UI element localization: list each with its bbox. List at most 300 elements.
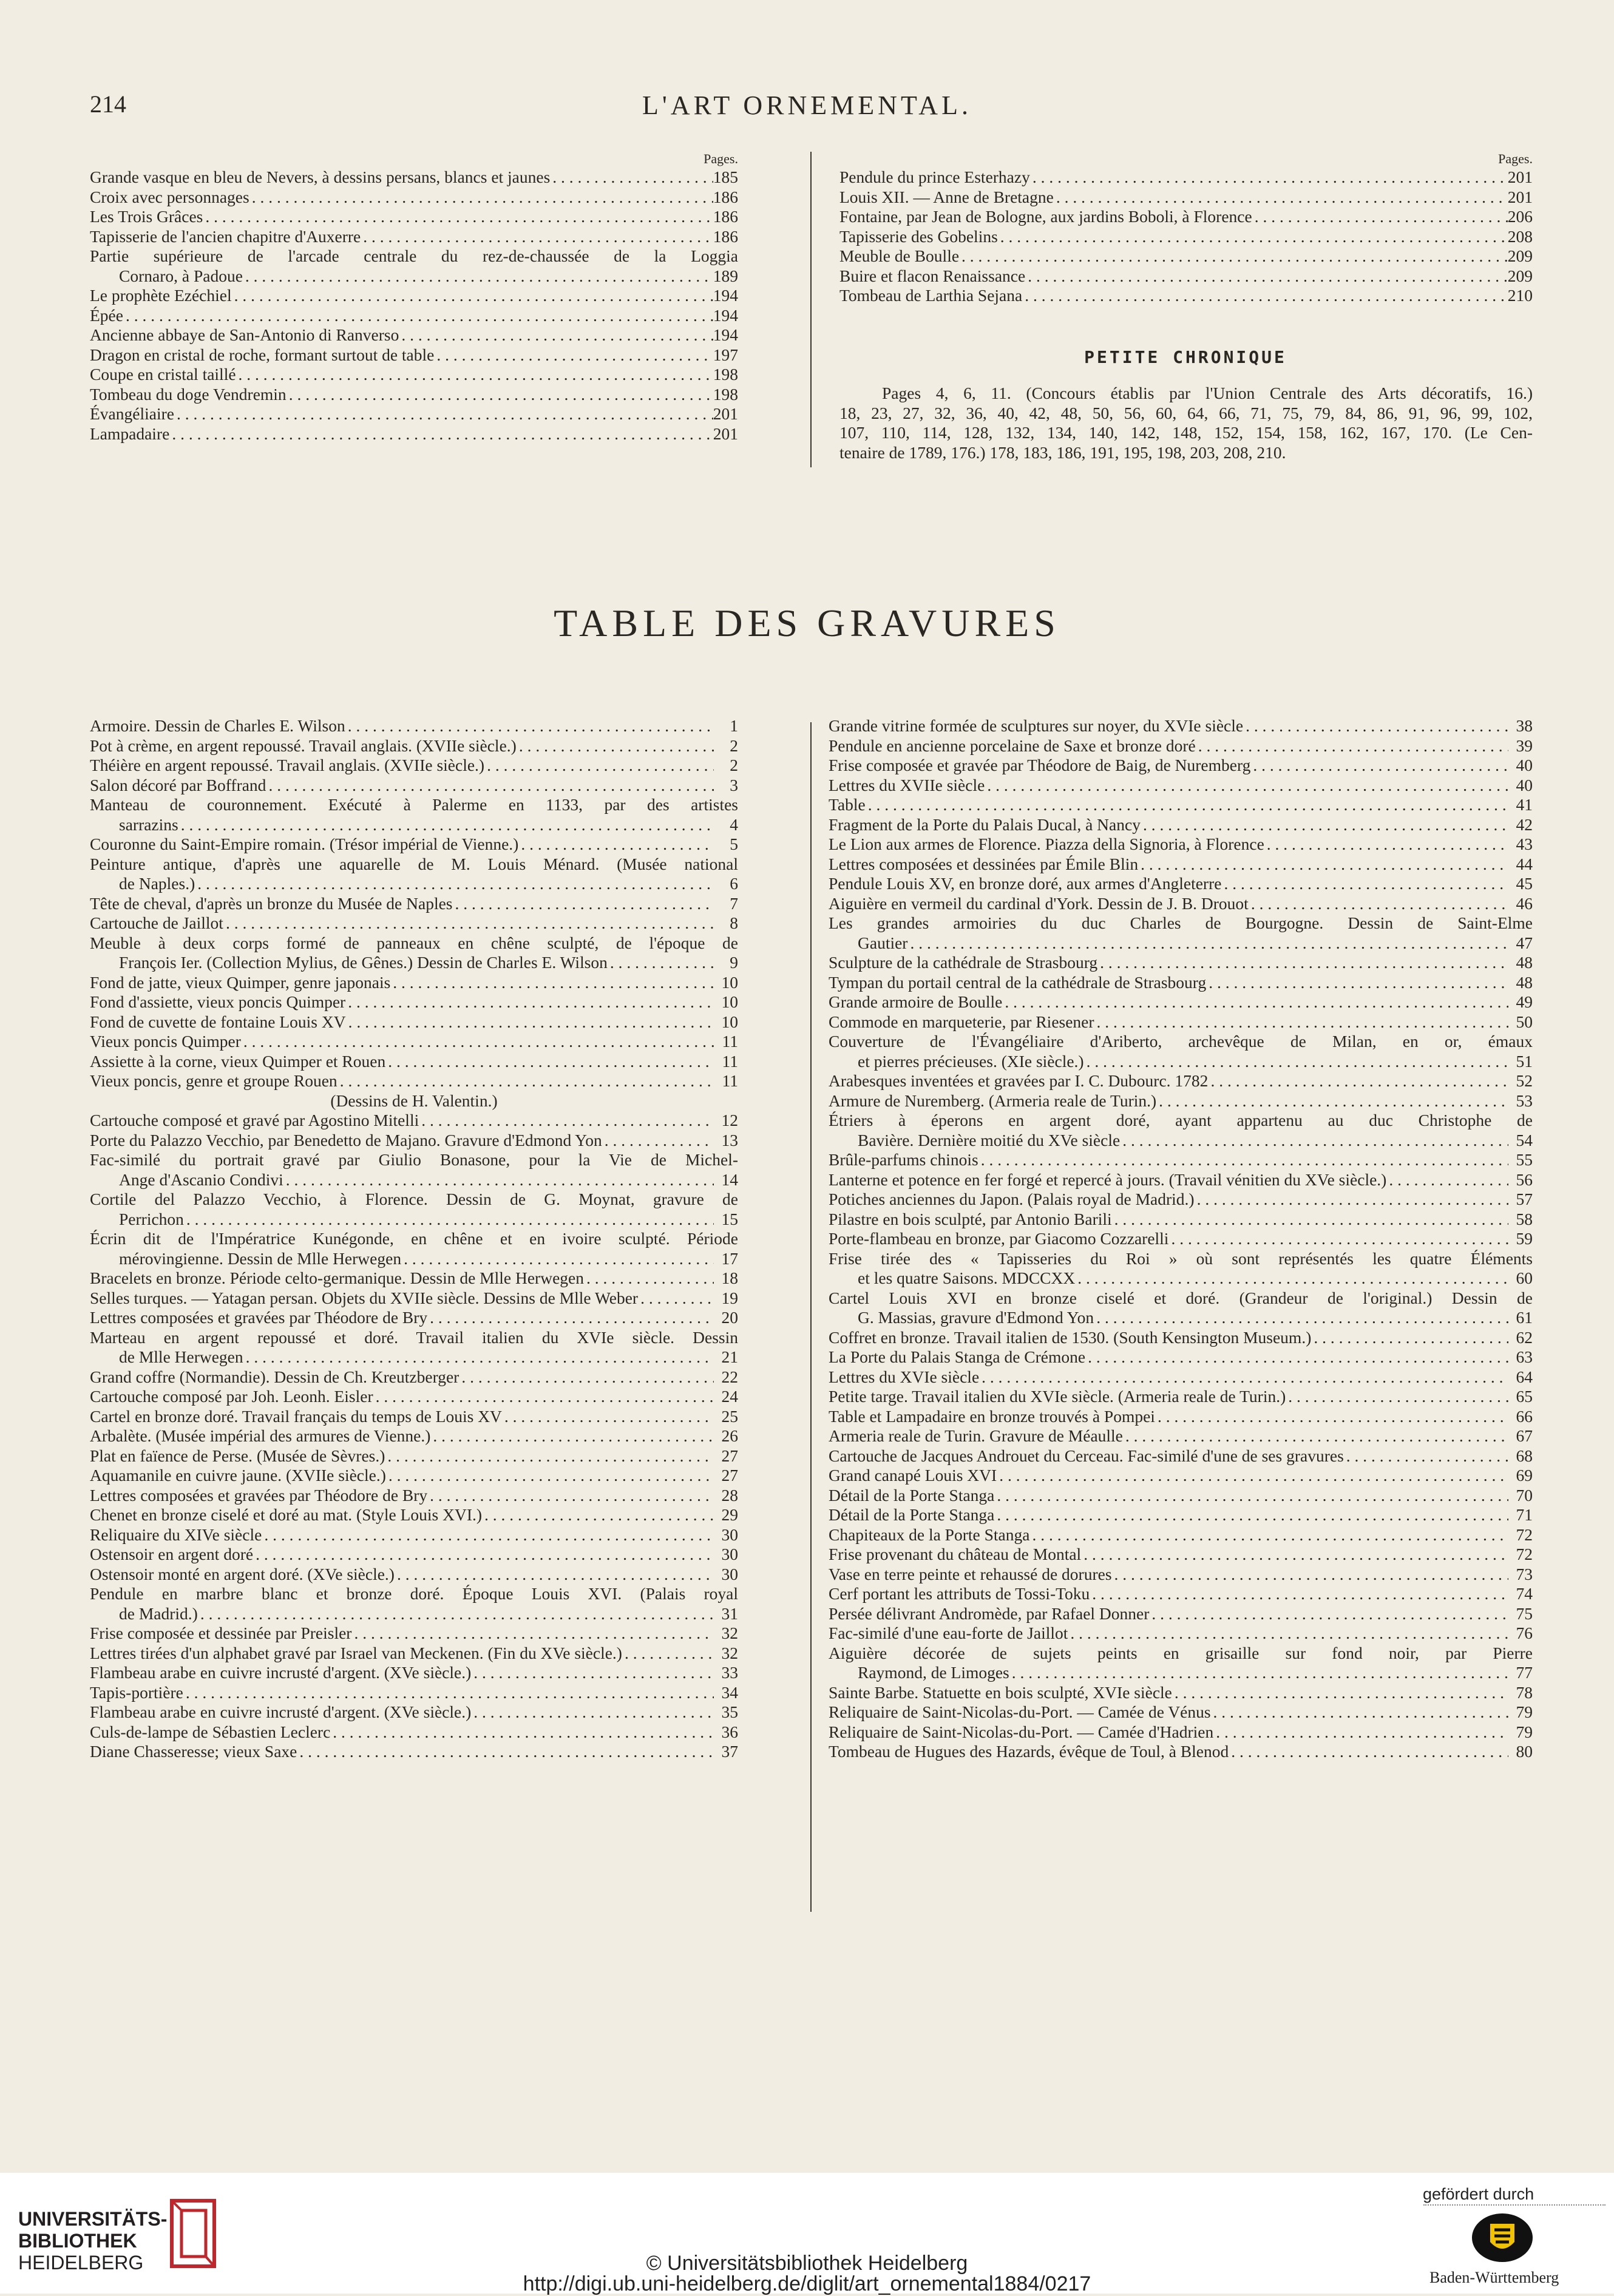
entry-title: Armoire. Dessin de Charles E. Wilson: [90, 716, 345, 735]
entry-title: Porte-flambeau en bronze, par Giacomo Cozzarelli: [829, 1229, 1169, 1248]
dot-leader: [907, 933, 1508, 953]
entry-title: Tapis-portière: [90, 1682, 183, 1702]
entry-title: Chapiteaux de la Porte Stanga: [829, 1525, 1030, 1544]
entry-title: Théière en argent repoussé. Travail anglais. (XVIIe siècle.): [90, 756, 485, 774]
dot-leader: [390, 973, 714, 993]
entry-page-number: 201: [713, 404, 738, 423]
entry-page-number: 210: [1507, 286, 1533, 305]
dot-leader: [385, 1052, 714, 1072]
index-entry: [90, 992, 738, 1012]
dot-leader: [994, 1486, 1508, 1506]
index-entry: [90, 1347, 738, 1367]
entry-page-number: 63: [1516, 1347, 1533, 1366]
entry-page-number: 37: [721, 1742, 738, 1761]
dot-leader: [471, 1663, 714, 1683]
entry-title: Arabesques inventées et gravées par I. C. Dubourc. 1782: [829, 1071, 1209, 1090]
entry-page-number: 12: [721, 1111, 738, 1129]
index-entry: [829, 1446, 1533, 1466]
dot-leader: [608, 953, 714, 973]
entry-page-number: 55: [1516, 1150, 1533, 1169]
dot-leader: [1206, 973, 1508, 993]
dot-leader: [1112, 1565, 1508, 1585]
dot-leader: [330, 1722, 714, 1742]
index-entry: [829, 795, 1533, 815]
entry-title: Frise composée et dessinée par Preisler: [90, 1624, 352, 1642]
dot-leader: [453, 894, 714, 914]
index-entry: [90, 874, 738, 894]
index-entry-line: Marteau en argent repoussé et doré. Travail italien du XVIe siècle. Dessin: [90, 1327, 738, 1347]
entry-page-number: 32: [721, 1643, 738, 1662]
dot-leader: [1213, 1722, 1508, 1742]
entry-page-number: 201: [1507, 187, 1533, 206]
coat-of-arms-icon: [1469, 2210, 1536, 2265]
entry-page-number: 28: [721, 1485, 738, 1505]
index-entry: [90, 266, 738, 286]
entry-title: Ancienne abbaye de San-Antonio di Ranverso: [90, 325, 399, 344]
entry-title: Pendule en ancienne porcelaine de Saxe et bronze doré: [829, 736, 1196, 755]
entry-page-number: 59: [1516, 1229, 1533, 1248]
entry-page-number: 72: [1516, 1545, 1533, 1563]
entry-page-number: 74: [1516, 1584, 1533, 1603]
entry-page-number: 194: [713, 286, 738, 305]
index-entry: [839, 246, 1533, 266]
index-entry: [829, 1722, 1533, 1742]
index-entry: [90, 1367, 738, 1387]
index-entry: [90, 1604, 738, 1624]
entry-title: Lettres du XVIIe siècle: [829, 775, 985, 794]
entry-page-number: 80: [1516, 1742, 1533, 1761]
entry-title: Tombeau de Larthia Sejana: [839, 286, 1023, 305]
dot-leader: [1195, 1190, 1508, 1210]
index-entry: [829, 1229, 1533, 1249]
dot-leader: [401, 1249, 714, 1269]
entry-page-number: 57: [1516, 1190, 1533, 1208]
dot-leader: [997, 1466, 1508, 1486]
index-entry: [839, 188, 1533, 208]
entry-title: Persée délivrant Andromède, par Rafael Donner: [829, 1603, 1150, 1623]
index-entry: [90, 325, 738, 345]
dot-leader: [1123, 1426, 1508, 1446]
index-entry: [829, 1308, 1533, 1328]
entry-title: Coupe en cristal taillé: [90, 365, 236, 384]
entry-page-number: 77: [1516, 1663, 1533, 1682]
index-entry: [829, 1505, 1533, 1525]
entry-title: Cerf portant les attributs de Tossi-Toku: [829, 1584, 1090, 1603]
index-entry: [90, 815, 738, 835]
dot-leader: [195, 874, 714, 894]
index-entry: [90, 1486, 738, 1506]
dot-leader: [1141, 815, 1508, 835]
entry-title: Tapisserie des Gobelins: [839, 226, 998, 246]
entry-title: Culs-de-lampe de Sébastien Leclerc: [90, 1722, 331, 1741]
index-entry: [829, 835, 1533, 855]
entry-title: Fond de cuvette de fontaine Louis XV: [90, 1012, 346, 1031]
entry-page-number: 209: [1507, 246, 1533, 265]
index-entry: [90, 1722, 738, 1742]
entry-title: Meuble de Boulle: [839, 246, 960, 265]
dot-leader: [351, 1624, 714, 1644]
permalink[interactable]: http://digi.ub.uni-heidelberg.de/diglit/art_ornemental1884/0217: [523, 2272, 1091, 2295]
entry-page-number: 208: [1507, 226, 1533, 246]
index-entry: [829, 992, 1533, 1012]
dot-leader: [1156, 1091, 1508, 1111]
entry-page-number: 78: [1516, 1682, 1533, 1702]
index-entry: [90, 1407, 738, 1427]
funded-by-label: gefördert durch: [1423, 2185, 1534, 2203]
entry-title: Coffret en bronze. Travail italien de 1530. (South Kensington Museum.): [829, 1327, 1312, 1347]
index-entry: [90, 1111, 738, 1131]
dot-leader: [602, 1131, 714, 1151]
index-entry: [90, 345, 738, 365]
entry-title: Reliquaire de Saint-Nicolas-du-Port. — Camée de Vénus: [829, 1702, 1211, 1721]
entry-title: Louis XII. — Anne de Bretagne: [839, 187, 1054, 206]
chronique-line: Pages 4, 6, 11. (Concours établis par l'Union Centrale des Arts décoratifs, 16.): [882, 384, 1533, 402]
index-entry: [90, 1387, 738, 1407]
dot-leader: [1149, 1604, 1508, 1624]
chronique-heading: PETITE CHRONIQUE: [1084, 347, 1287, 367]
entry-title: Cartouche composé et gravé par Agostino Mitelli: [90, 1111, 419, 1129]
index-entry: [90, 1624, 738, 1644]
dot-leader: [502, 1407, 714, 1427]
dot-leader: [1085, 1347, 1508, 1367]
entry-page-number: 2: [730, 736, 738, 755]
index-entry: [90, 1170, 738, 1190]
dot-leader: [584, 1268, 714, 1289]
entry-title: Tympan du portail central de la cathédrale de Strasbourg: [829, 972, 1207, 992]
index-entry: [90, 835, 738, 855]
entry-title: François Ier. (Collection Mylius, de Gênes.) Dessin de Charles E. Wilson: [119, 953, 608, 972]
entry-page-number: 19: [721, 1288, 738, 1307]
entry-page-number: 20: [721, 1308, 738, 1327]
entry-title: Fond de jatte, vieux Quimper, genre japonais: [90, 972, 391, 992]
index-entry: [829, 1052, 1533, 1072]
entry-title: Petite targe. Travail italien du XVIe siècle. (Armeria reale de Turin.): [829, 1387, 1286, 1406]
entry-title: Lampadaire: [90, 424, 170, 443]
library-name-line: HEIDELBERG: [18, 2252, 144, 2274]
entry-title: Fac-similé d'une eau-forte de Jaillot: [829, 1624, 1068, 1642]
index-entry: [90, 973, 738, 993]
entry-title: Grande vitrine formée de sculptures sur noyer, du XVIe siècle: [829, 716, 1244, 735]
entry-page-number: 9: [730, 953, 738, 972]
entry-title: Lettres composées et gravées par Théodore de Bry: [90, 1308, 428, 1327]
index-entry: [829, 855, 1533, 875]
index-entry: [829, 1466, 1533, 1486]
entry-page-number: 31: [721, 1603, 738, 1623]
entry-title: Lettres composées et gravées par Théodore de Bry: [90, 1485, 428, 1505]
dot-leader: [1264, 835, 1508, 855]
entry-page-number: 36: [721, 1722, 738, 1741]
entry-page-number: 48: [1516, 972, 1533, 992]
index-entry-line: Cortile del Palazzo Vecchio, à Florence. Dessin de G. Moynat, gravure de: [90, 1190, 738, 1208]
dot-leader: [1009, 1663, 1508, 1683]
chronique-line: 107, 110, 114, 128, 132, 134, 140, 142, 148, 152, 154, 158, 162, 167, 170. (Le Cen-: [839, 423, 1533, 442]
entry-title: Cartouche de Jaillot: [90, 913, 223, 932]
entry-title: Fontaine, par Jean de Bologne, aux jardins Boboli, à Florence: [839, 207, 1252, 226]
entry-title: Vase en terre peinte et rehaussé de dorures: [829, 1564, 1112, 1583]
column-divider: [810, 152, 812, 467]
dot-leader: [1155, 1407, 1508, 1427]
index-entry: [829, 1624, 1533, 1644]
entry-page-number: 194: [713, 325, 738, 344]
entry-page-number: 22: [721, 1367, 738, 1386]
entry-title: Frise composée et gravée par Théodore de Baig, de Nuremberg: [829, 756, 1251, 774]
entry-page-number: 58: [1516, 1209, 1533, 1228]
entry-page-number: 11: [722, 1071, 738, 1090]
index-entry: [829, 1170, 1533, 1190]
index-right-column: [839, 148, 1533, 306]
dot-leader: [399, 325, 713, 345]
entry-title: Frise provenant du château de Montal: [829, 1545, 1082, 1563]
index-entry-line: Frise tirée des « Tapisseries du Roi » où sont représentés les quatre Éléments: [829, 1248, 1533, 1268]
entry-page-number: 56: [1516, 1170, 1533, 1189]
entry-title: Fond d'assiette, vieux poncis Quimper: [90, 992, 346, 1011]
index-entry: [829, 1525, 1533, 1545]
entry-page-number: 10: [721, 972, 738, 992]
dot-leader: [385, 1446, 714, 1466]
entry-title: Couronne du Saint-Empire romain. (Trésor impérial de Vienne.): [90, 835, 519, 853]
entry-title: G. Massias, gravure d'Edmond Yon: [858, 1308, 1094, 1327]
entry-title: Table: [829, 795, 866, 814]
entry-title: Gautier: [858, 933, 908, 952]
entry-page-number: 186: [713, 226, 738, 246]
gravures-right-column: [829, 716, 1533, 1762]
index-entry: [90, 1565, 738, 1585]
dot-leader: [1002, 992, 1508, 1012]
entry-title: Détail de la Porte Stanga: [829, 1485, 995, 1505]
entry-title: Commode en marqueterie, par Riesener: [829, 1012, 1094, 1031]
index-entry: [829, 1091, 1533, 1111]
dot-leader: [1311, 1328, 1508, 1348]
dot-leader: [1252, 207, 1508, 227]
index-entry: [90, 1446, 738, 1466]
dot-leader: [169, 424, 713, 444]
entry-title: Tombeau du doge Vendremin: [90, 384, 287, 404]
entry-page-number: 52: [1516, 1071, 1533, 1090]
entry-page-number: 24: [721, 1387, 738, 1406]
entry-title: Raymond, de Limoges: [858, 1663, 1009, 1682]
dot-leader: [638, 1289, 714, 1309]
dot-leader: [232, 286, 713, 306]
entry-title: Brûle-parfums chinois: [829, 1150, 978, 1169]
index-entry: [829, 815, 1533, 835]
entry-page-number: 2: [730, 756, 738, 774]
entry-page-number: 79: [1516, 1702, 1533, 1721]
index-entry-line: Écrin dit de l'Impératrice Kunégonde, en chêne et en ivoire sculpté. Période: [90, 1229, 738, 1248]
index-entry: [90, 1644, 738, 1664]
entry-title: Pot à crème, en argent repoussé. Travail anglais. (XVIIe siècle.): [90, 736, 517, 755]
entry-title: Ostensoir en argent doré: [90, 1545, 254, 1563]
dot-leader: [1138, 855, 1508, 875]
dot-leader: [959, 246, 1508, 266]
entry-page-number: 198: [713, 365, 738, 384]
index-entry: [90, 1052, 738, 1072]
dot-leader: [482, 1505, 714, 1525]
entry-title: Lanterne et potence en fer forgé et repercé à jours. (Travail vénitien du XVe siècle.): [829, 1170, 1387, 1189]
dot-leader: [1120, 1131, 1508, 1151]
index-entry: [829, 874, 1533, 894]
dot-leader: [198, 1604, 714, 1624]
dot-leader: [550, 168, 713, 188]
dot-leader: [1029, 1525, 1508, 1545]
section-title: TABLE DES GRAVURES: [554, 601, 1060, 645]
index-entry-line: Aiguière décorée de sujets peints en grisaille sur fond noir, par Pierre: [829, 1643, 1533, 1662]
entry-title: Tombeau de Hugues des Hazards, évêque de Toul, à Blenod: [829, 1742, 1229, 1761]
dot-leader: [427, 1486, 714, 1506]
pages-label: Pages.: [704, 151, 738, 166]
entry-title: Selles turques. — Yatagan persan. Objets du XVIIe siècle. Dessins de Mlle Weber: [90, 1288, 639, 1307]
dot-leader: [178, 815, 714, 835]
index-entry: [90, 1268, 738, 1289]
index-entry: [829, 973, 1533, 993]
index-entry: [829, 1683, 1533, 1703]
entry-title: Potiches anciennes du Japon. (Palais royal de Madrid.): [829, 1190, 1195, 1208]
index-entry-line: Meuble à deux corps formé de panneaux en chêne sculpté, de l'époque de: [90, 933, 738, 952]
index-entry: [90, 776, 738, 796]
entry-page-number: 32: [721, 1624, 738, 1642]
entry-page-number: 26: [721, 1426, 738, 1445]
entry-page-number: 4: [730, 814, 738, 834]
entry-page-number: 27: [721, 1466, 738, 1485]
index-entry: [90, 1466, 738, 1486]
entry-title: Aiguière en vermeil du cardinal d'York. Dessin de J. B. Drouot: [829, 893, 1249, 913]
entry-title: Armeria reale de Turin. Gravure de Méaulle: [829, 1426, 1123, 1445]
entry-page-number: 48: [1516, 953, 1533, 972]
entry-title: de Mlle Herwegen: [119, 1347, 243, 1366]
index-entry: [90, 1071, 738, 1091]
dot-leader: [283, 1170, 714, 1190]
index-entry: [829, 1387, 1533, 1407]
index-entry: [829, 1071, 1533, 1091]
dot-leader: [1094, 1308, 1508, 1328]
index-entry: [829, 1012, 1533, 1032]
index-entry: [829, 894, 1533, 914]
entry-title: Pilastre en bois sculpté, par Antonio Barili: [829, 1209, 1112, 1228]
index-entry: [90, 168, 738, 188]
index-entry: [90, 1249, 738, 1269]
entry-title: Table et Lampadaire en bronze trouvés à Pompei: [829, 1406, 1155, 1426]
entry-title: Ange d'Ascanio Condivi: [119, 1170, 283, 1189]
dot-leader: [1075, 1268, 1508, 1289]
dot-leader: [517, 736, 714, 756]
dot-leader: [183, 1683, 714, 1703]
entry-page-number: 68: [1516, 1446, 1533, 1465]
index-entry: [829, 1328, 1533, 1348]
entry-title: Porte du Palazzo Vecchio, par Benedetto de Majano. Gravure d'Edmond Yon: [90, 1130, 602, 1150]
entry-title: Bracelets en bronze. Période celto-germanique. Dessin de Mlle Herwegen: [90, 1268, 584, 1287]
index-entry: [829, 1268, 1533, 1289]
entry-page-number: 13: [721, 1130, 738, 1150]
dot-leader: [241, 1032, 714, 1052]
entry-page-number: 14: [721, 1170, 738, 1189]
entry-title: Fragment de la Porte du Palais Ducal, à Nancy: [829, 814, 1141, 834]
index-entry: [829, 1190, 1533, 1210]
index-entry-line: Étriers à éperons en argent doré, ayant appartenu au duc Christophe de: [829, 1111, 1533, 1129]
library-name-line: BIBLIOTHEK: [18, 2230, 137, 2252]
index-entry: [829, 736, 1533, 756]
dot-leader: [1068, 1624, 1508, 1644]
dot-leader: [361, 227, 713, 247]
entry-title: Grand coffre (Normandie). Dessin de Ch. Kreutzberger: [90, 1367, 459, 1386]
index-entry: [90, 1525, 738, 1545]
entry-page-number: 65: [1516, 1387, 1533, 1406]
entry-page-number: 5: [730, 835, 738, 853]
dot-leader: [262, 1525, 714, 1545]
column-divider: [810, 722, 812, 1912]
entry-page-number: 38: [1516, 716, 1533, 735]
entry-page-number: 206: [1507, 207, 1533, 226]
entry-page-number: 3: [730, 775, 738, 794]
entry-page-number: 10: [721, 1012, 738, 1031]
entry-page-number: 10: [721, 992, 738, 1011]
entry-page-number: 72: [1516, 1525, 1533, 1544]
entry-page-number: 8: [730, 913, 738, 932]
index-entry-line: Peinture antique, d'après une aquarelle de M. Louis Ménard. (Musée national: [90, 854, 738, 873]
dot-leader: [386, 1466, 714, 1486]
entry-title: Assiette à la corne, vieux Quimper et Rouen: [90, 1051, 386, 1071]
index-entry: [90, 913, 738, 933]
entry-title: Chenet en bronze ciselé et doré au mat. (Style Louis XVI.): [90, 1505, 483, 1524]
entry-page-number: 30: [721, 1525, 738, 1544]
entry-page-number: 7: [730, 893, 738, 913]
entry-title: Vieux poncis, genre et groupe Rouen: [90, 1071, 337, 1090]
entry-page-number: 1: [730, 716, 738, 735]
entry-title: de Naples.): [119, 874, 195, 893]
entry-title: Lettres composées et dessinées par Émile Blin: [829, 854, 1139, 873]
entry-title: Vieux poncis Quimper: [90, 1032, 241, 1051]
dot-leader: [1168, 1229, 1508, 1249]
index-entry: [829, 933, 1533, 953]
entry-page-number: 61: [1516, 1308, 1533, 1327]
dot-leader: [236, 365, 713, 385]
entry-title: La Porte du Palais Stanga de Crémone: [829, 1347, 1086, 1366]
dot-leader: [1097, 953, 1508, 973]
entry-page-number: 62: [1516, 1327, 1533, 1347]
dot-leader: [345, 992, 714, 1012]
dot-leader: [243, 266, 713, 286]
dot-leader: [998, 227, 1508, 247]
dotted-rule: [1423, 2204, 1606, 2206]
entry-title: Plat en faïence de Perse. (Musée de Sèvres.): [90, 1446, 385, 1465]
dot-leader: [1243, 716, 1508, 736]
entry-title: Cornaro, à Padoue: [119, 266, 243, 285]
dot-leader: [253, 1545, 714, 1565]
entry-page-number: 186: [713, 187, 738, 206]
index-entry-line: Fac-similé du portrait gravé par Giulio Bonasone, pour la Vie de Michel-: [90, 1150, 738, 1169]
index-entry: [829, 776, 1533, 796]
entry-title: Diane Chasseresse; vieux Saxe: [90, 1742, 297, 1761]
index-left-column: [90, 148, 738, 444]
entry-page-number: 21: [721, 1347, 738, 1366]
index-entry: [90, 1012, 738, 1032]
dot-leader: [174, 404, 713, 424]
entry-page-number: 11: [722, 1032, 738, 1051]
index-entry: [90, 188, 738, 208]
index-entry: [829, 1210, 1533, 1230]
dot-leader: [1250, 756, 1508, 776]
entry-page-number: 43: [1516, 835, 1533, 853]
dot-leader: [459, 1367, 714, 1387]
index-entry: [90, 1210, 738, 1230]
entry-title: Sainte Barbe. Statuette en bois sculpté, XVIe siècle: [829, 1682, 1172, 1702]
index-entry: [90, 1426, 738, 1446]
entry-page-number: 41: [1516, 795, 1533, 814]
entry-title: Cartouche composé par Joh. Leonh. Eisler: [90, 1387, 373, 1406]
index-entry: [90, 1683, 738, 1703]
entry-page-number: 73: [1516, 1564, 1533, 1583]
entry-title: Lettres du XVIe siècle: [829, 1367, 980, 1386]
entry-page-number: 54: [1516, 1130, 1533, 1150]
dot-leader: [243, 1347, 714, 1367]
